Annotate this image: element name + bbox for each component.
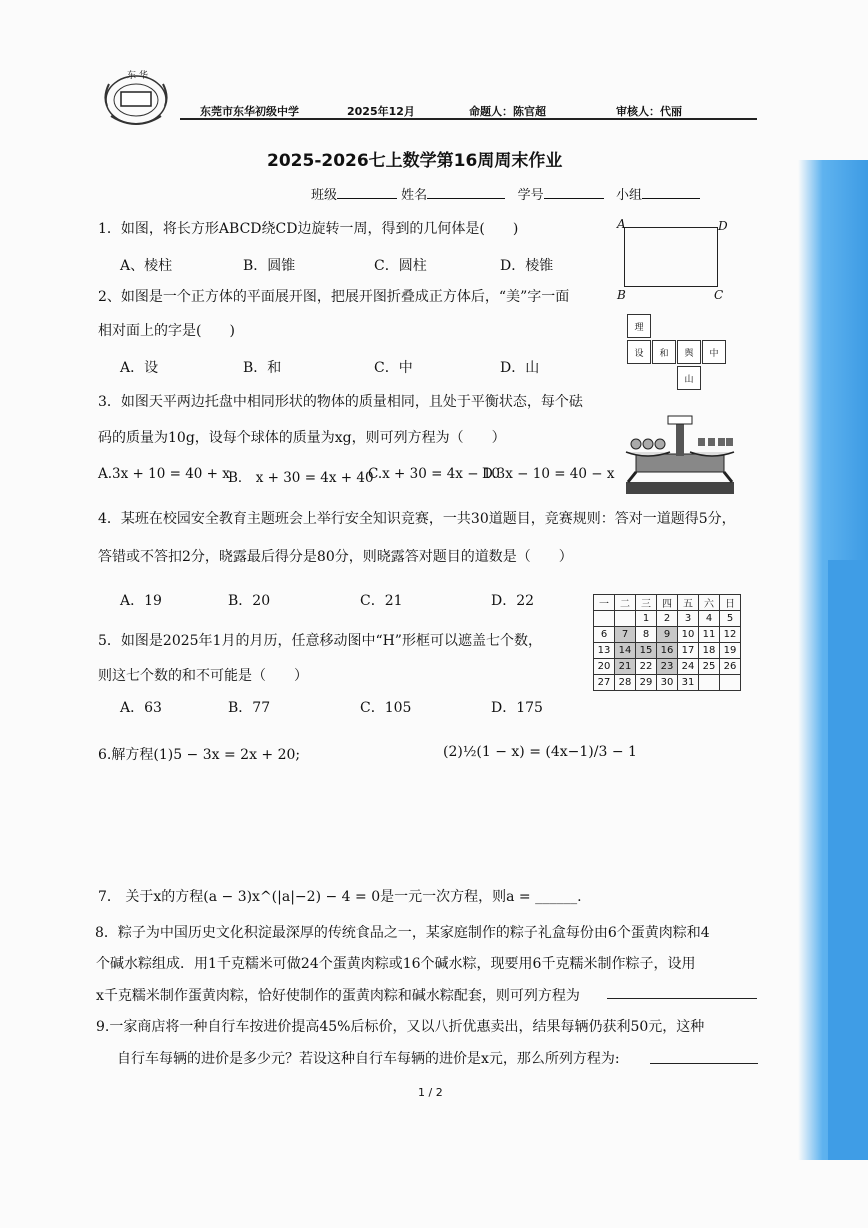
calendar-cell: 25 [699, 659, 720, 675]
calendar-cell: 11 [699, 627, 720, 643]
net-face: 山 [677, 366, 701, 390]
q5-option-a: A．63 [120, 700, 162, 716]
calendar-cell: 1 [636, 611, 657, 627]
vertex-label: C [714, 288, 724, 302]
net-face: 理 [627, 314, 651, 338]
school-logo-icon [97, 66, 175, 130]
calendar-cell [720, 675, 741, 691]
calendar-cell [615, 611, 636, 627]
group-label: 小组 [616, 188, 643, 203]
calendar-cell: 27 [594, 675, 615, 691]
calendar-head-cell: 二 [615, 595, 636, 611]
calendar-cell-h-frame: 9 [657, 627, 678, 643]
calendar-cell: 22 [636, 659, 657, 675]
svg-text:东 华: 东 华 [127, 71, 148, 81]
q4-stem-1: 4．某班在校园安全教育主题班会上举行安全知识竞赛，一共30道题目，竞赛规则：答对一道题得5分， [98, 511, 736, 527]
q4-option-c: C．21 [360, 593, 403, 609]
q1-option-c: C．圆柱 [374, 258, 427, 274]
calendar-head-cell: 一 [594, 595, 615, 611]
calendar-cell: 26 [720, 659, 741, 675]
q1-stem: 1．如图，将长方形ABCD绕CD边旋转一周，得到的几何体是( ) [98, 221, 519, 237]
q4-option-a: A．19 [120, 593, 162, 609]
rectangle-figure [624, 227, 718, 287]
q4-stem-2: 答错或不答扣2分，晓露最后得分是80分，则晓露答对题目的道数是（ ） [98, 549, 573, 565]
calendar-cell: 20 [594, 659, 615, 675]
calendar-head-cell: 三 [636, 595, 657, 611]
q2-option-d: D．山 [500, 360, 540, 376]
calendar-cell-h-frame: 7 [615, 627, 636, 643]
calendar-row [594, 675, 741, 691]
calendar-head-cell: 四 [657, 595, 678, 611]
name-field[interactable] [427, 198, 505, 199]
name-label: 姓名 [401, 188, 428, 203]
q9-line-2: 自行车每辆的进价是多少元？若设这种自行车每辆的进价是x元，那么所列方程为: [117, 1051, 620, 1067]
q3-option-d: D.3x − 10 = 40 − x [482, 466, 615, 482]
calendar-cell-h-frame: 16 [657, 643, 678, 659]
school-name: 东莞市东华初级中学 [200, 105, 299, 118]
q2-stem-1: 2、如图是一个正方体的平面展开图，把展开图折叠成正方体后，“美”字一面 [98, 289, 570, 305]
scan-edge [828, 560, 868, 1160]
calendar-cell: 31 [678, 675, 699, 691]
q3-option-c: C.x + 30 = 4x − 10 [368, 466, 500, 482]
balance-scale-icon [618, 410, 742, 498]
vertex-label: B [617, 288, 626, 302]
q2-option-b: B．和 [243, 360, 282, 376]
q5-option-d: D．175 [491, 700, 543, 716]
calendar-cell: 19 [720, 643, 741, 659]
calendar-header-row [594, 595, 741, 611]
calendar-head-cell: 五 [678, 595, 699, 611]
class-field[interactable] [337, 198, 397, 199]
calendar-cell: 6 [594, 627, 615, 643]
calendar-cell: 2 [657, 611, 678, 627]
calendar-row [594, 611, 741, 627]
q1-option-a: A、棱柱 [120, 258, 173, 274]
calendar-cell: 24 [678, 659, 699, 675]
calendar-cell: 5 [720, 611, 741, 627]
calendar-head-cell: 六 [699, 595, 720, 611]
q5-stem-1: 5．如图是2025年1月的月历，任意移动图中“H”形框可以遮盖七个数， [98, 633, 542, 649]
q5-stem-2: 则这七个数的和不可能是（ ） [98, 668, 308, 684]
header-reviewer: 审核人：代丽 [616, 105, 682, 118]
vertex-label: A [617, 217, 626, 231]
q8-line-1: 8．粽子为中国历史文化积淀最深厚的传统食品之一，某家庭制作的粽子礼盒每份由6个蛋黄肉粽和4 [95, 925, 710, 941]
calendar-cell-h-frame: 21 [615, 659, 636, 675]
page-title: 2025-2026七上数学第16周周末作业 [267, 151, 563, 171]
header-date: 2025年12月 [347, 105, 415, 118]
q8-line-2: 个碱水粽组成．用1千克糯米可做24个蛋黄肉粽或16个碱水粽，现要用6千克糯米制作粽子，设用 [96, 956, 696, 972]
q6-part-2: (2)½(1 − x) = (4x−1)/3 − 1 [443, 744, 637, 760]
calendar-cell: 29 [636, 675, 657, 691]
net-face: 设 [627, 340, 651, 364]
q3-stem-2: 码的质量为10g，设每个球体的质量为xg，则可列方程为（ ） [98, 430, 506, 446]
q4-option-b: B．20 [228, 593, 271, 609]
class-label: 班级 [311, 188, 338, 203]
header-author: 命题人：陈官超 [469, 105, 546, 118]
q5-option-b: B．77 [228, 700, 271, 716]
vertex-label: D [718, 219, 728, 233]
group-field[interactable] [642, 198, 700, 199]
calendar-head-cell: 日 [720, 595, 741, 611]
q2-option-a: A．设 [120, 360, 159, 376]
net-face: 中 [702, 340, 726, 364]
calendar-cell [594, 611, 615, 627]
calendar-cell-h-frame: 15 [636, 643, 657, 659]
q9-answer-blank[interactable] [650, 1063, 758, 1064]
calendar-cell: 4 [699, 611, 720, 627]
calendar-cell: 12 [720, 627, 741, 643]
q9-line-1: 9.一家商店将一种自行车按进价提高45%后标价，又以八折优惠卖出，结果每辆仍获利50元，这种 [96, 1019, 705, 1035]
calendar-cell: 30 [657, 675, 678, 691]
q1-option-b: B．圆锥 [243, 258, 296, 274]
calendar-row [594, 659, 741, 675]
q2-option-c: C．中 [374, 360, 413, 376]
calendar-row [594, 627, 741, 643]
calendar-cell: 13 [594, 643, 615, 659]
calendar-cell: 28 [615, 675, 636, 691]
header-rule [180, 118, 757, 120]
calendar-cell: 18 [699, 643, 720, 659]
q7-stem: 7． 关于x的方程(a − 3)x^(|a|−2) − 4 = 0是一元一次方程，则a = ______. [98, 889, 582, 905]
net-face: 和 [652, 340, 676, 364]
calendar-cell: 3 [678, 611, 699, 627]
calendar-row [594, 643, 741, 659]
student-info [311, 184, 700, 203]
q4-option-d: D．22 [491, 593, 535, 609]
q3-option-a: A.3x + 10 = 40 + x [98, 466, 230, 482]
number-label: 学号 [517, 188, 544, 203]
calendar-cell [699, 675, 720, 691]
page-number: 1 / 2 [418, 1086, 443, 1099]
calendar-cell: 8 [636, 627, 657, 643]
q2-stem-2: 相对面上的字是( ) [98, 323, 235, 339]
calendar-cell-h-frame: 14 [615, 643, 636, 659]
q8-line-3: x千克糯米制作蛋黄肉粽，恰好使制作的蛋黄肉粽和碱水粽配套，则可列方程为 [96, 988, 580, 1004]
net-face: 舆 [677, 340, 701, 364]
number-field[interactable] [544, 198, 604, 199]
q5-option-c: C．105 [360, 700, 412, 716]
q1-option-d: D．棱锥 [500, 258, 554, 274]
calendar-cell-h-frame: 23 [657, 659, 678, 675]
calendar-table [593, 594, 741, 691]
q6-part-1: 6.解方程(1)5 − 3x = 2x + 20; [98, 747, 301, 763]
calendar-cell: 17 [678, 643, 699, 659]
q8-answer-blank[interactable] [607, 998, 757, 999]
calendar-cell: 10 [678, 627, 699, 643]
q3-option-b: B． x + 30 = 4x + 40 [228, 470, 374, 486]
q3-stem-1: 3．如图天平两边托盘中相同形状的物体的质量相同，且处于平衡状态，每个砝 [98, 394, 583, 410]
